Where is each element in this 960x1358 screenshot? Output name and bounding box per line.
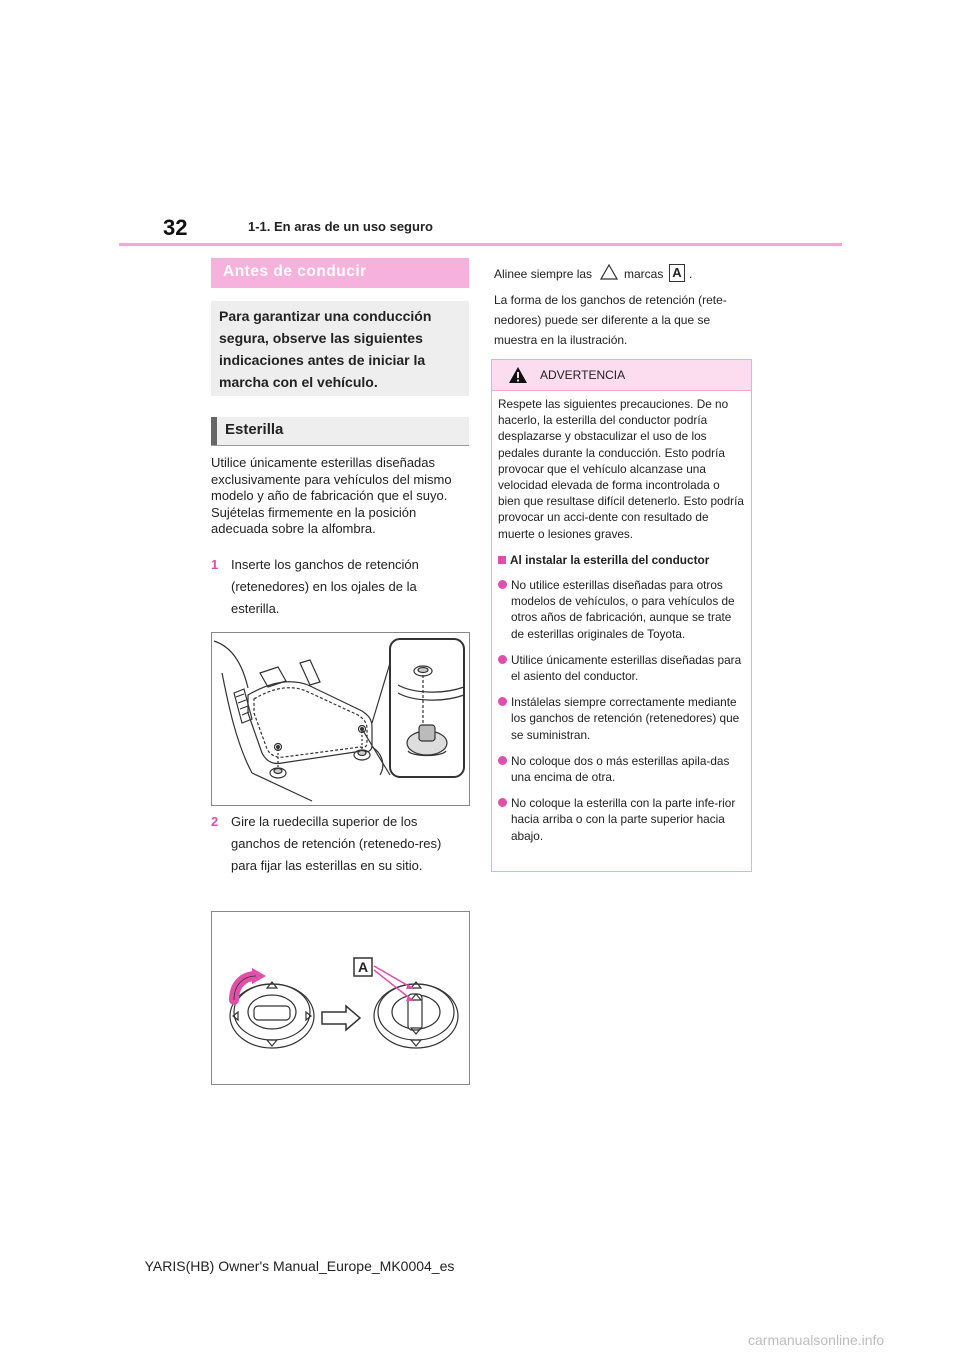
step-1: [211, 554, 469, 624]
warning-title: ADVERTENCIA: [540, 368, 626, 382]
figure-hook-rotation: [211, 911, 470, 1085]
align-instruction: [494, 263, 754, 285]
circle-bullet-icon: [498, 798, 507, 807]
triangle-mark-icon: [600, 264, 618, 280]
footer-text: YARIS(HB) Owner's Manual_Europe_MK0004_es: [144, 1258, 455, 1274]
figure-label-a: A: [357, 959, 369, 975]
warning-triangle-icon: [508, 366, 528, 384]
square-bullet-icon: [498, 556, 506, 564]
warning-bullet-text: No utilice esterillas diseñadas para otros modelos de vehículos, o para vehículos de otros años de fabricación, aunque se trate de esterillas originales de Toyota.: [511, 578, 735, 641]
align-text-mid: marcas: [624, 267, 664, 281]
intro-text: Para garantizar una conducción segura, observe las siguientes indicaciones antes de iniciar la marcha con el vehículo.: [219, 308, 432, 390]
section-title: 1-1. En aras de un uso seguro: [248, 219, 433, 234]
warning-bullet: [498, 652, 744, 684]
align-text-post: .: [689, 267, 693, 281]
body-paragraph: Utilice únicamente esterillas diseñadas exclusivamente para vehículos del mismo modelo y año de fabricación que el suyo. Sujételas firmemente en la posición adecuada sobre la alfombra.: [211, 455, 452, 537]
section-heading-text: Antes de conducir: [223, 263, 367, 280]
circle-bullet-icon: [498, 655, 507, 664]
step-2: [211, 811, 469, 901]
shape-note: La forma de los ganchos de retención (rete-nedores) puede ser diferente a la que se muestra en la ilustración.: [494, 293, 727, 347]
warning-box: [491, 359, 752, 872]
warning-bullet-text: No coloque la esterilla con la parte infe-rior hacia arriba o con la parte superior hacia abajo.: [511, 796, 736, 843]
mat-illustration: [212, 633, 469, 805]
warning-header: [492, 360, 751, 391]
warning-bullet-text: Utilice únicamente esterillas diseñadas para el asiento del conductor.: [511, 652, 742, 684]
section-heading: [211, 258, 469, 288]
intro-box: [211, 301, 469, 396]
step-text: Gire la ruedecilla superior de los ganchos de retención (retenedo-res) para fijar las esterillas en su sitio.: [231, 814, 442, 873]
warning-bullet: [498, 753, 744, 785]
transition-arrow: [322, 1006, 360, 1030]
warning-subheading: [498, 552, 744, 568]
circle-bullet-icon: [498, 580, 507, 589]
warning-bullet: [498, 795, 744, 844]
header-rule: [119, 243, 842, 246]
warning-body: [498, 396, 744, 854]
warning-bullet-text: Instálelas siempre correctamente mediante los ganchos de retención (retenedores) que se suministran.: [511, 695, 740, 742]
warning-intro: Respete las siguientes precauciones. De no hacerlo, la esterilla del conductor podría desplazarse y obstaculizar el uso de los pedales durante la conducción. Esto podría provocar que el vehículo alcanzase una velocidad elevada de forma incontrolada o bien que resultase difícil detenerlo. Esto podría provocar un acci-dente con resultado de muerte o lesiones graves.: [498, 397, 744, 541]
step-text: Inserte los ganchos de retención (retenedores) en los ojales de la esterilla.: [231, 557, 419, 616]
footer: [0, 1258, 625, 1274]
warning-bullet: [498, 577, 744, 642]
mark-a-label: A: [669, 264, 685, 282]
align-text-pre: Alinee siempre las: [494, 267, 593, 281]
step-number: 1: [211, 557, 219, 572]
page-number: 32: [163, 215, 188, 240]
watermark[interactable]: carmanualsonline.info: [748, 1332, 885, 1348]
subheading-text: Esterilla: [225, 421, 284, 438]
circle-bullet-icon: [498, 697, 507, 706]
circle-bullet-icon: [498, 756, 507, 765]
figure-mat-installation: [211, 632, 470, 806]
step-number: 2: [211, 814, 219, 829]
warning-subheading-text: Al instalar la esterilla del conductor: [510, 552, 710, 567]
hook-rotation-illustration: [212, 912, 469, 1084]
warning-bullet-text: No coloque dos o más esterillas apila-das una encima de otra.: [511, 753, 730, 785]
subheading-esterilla: [211, 417, 469, 446]
warning-bullet: [498, 694, 744, 743]
subheading-bar: [211, 417, 217, 445]
